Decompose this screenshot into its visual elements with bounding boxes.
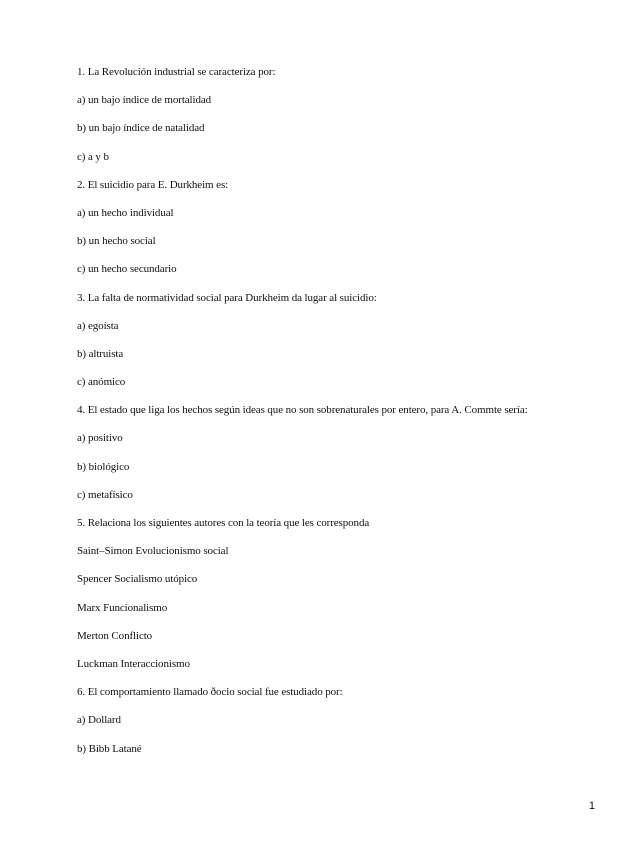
question-3-option-b: b) altruista [77, 347, 124, 360]
question-1-option-a: a) un bajo índice de mortalidad [77, 94, 212, 107]
matching-row-5: Luckman Interaccionismo [77, 657, 190, 670]
question-2-option-b: b) un hecho social [77, 235, 156, 248]
question-6-text: 6. El comportamiento llamado ðocio social fue estudiado por: [77, 686, 343, 699]
question-4-option-c: c) metafísico [77, 488, 133, 501]
question-2-option-a: a) un hecho individual [77, 206, 174, 219]
question-3-option-c: c) anómico [77, 376, 126, 389]
page-number: 1 [588, 800, 595, 812]
question-6-option-a: a) Dollard [77, 714, 121, 727]
matching-row-3: Marx Funcionalismo [77, 601, 168, 614]
question-1-option-b: b) un bajo índice de natalidad [77, 122, 205, 135]
question-3-text: 3. La falta de normatividad social para Durkheim da lugar al suicidio: [77, 291, 377, 304]
matching-row-4: Merton Conflicto [77, 629, 153, 642]
question-2-option-c: c) un hecho secundario [77, 263, 177, 276]
question-5-text: 5. Relaciona los siguientes autores con la teoría que les corresponda [77, 517, 370, 529]
question-4-text: 4. El estado que liga los hechos según ideas que no son sobrenaturales por entero, para A. Commte sería: [77, 404, 528, 417]
question-4-option-b: b) biológico [77, 460, 130, 473]
matching-row-2: Spencer Socialismo utópico [77, 573, 198, 586]
question-1-text: 1. La Revolución industrial se caracteriza por: [77, 66, 276, 78]
question-6-option-b: b) Bibb Latané [77, 742, 142, 755]
matching-row-1: Saint–Simon Evolucionismo social [77, 545, 229, 558]
question-2-text: 2. El suicidio para E. Durkheim es: [77, 178, 229, 191]
question-4-option-a: a) positivo [77, 432, 123, 445]
question-1-option-c: c) a y b [77, 150, 109, 163]
question-3-option-a: a) egoísta [77, 319, 119, 332]
question-list [77, 66, 597, 771]
